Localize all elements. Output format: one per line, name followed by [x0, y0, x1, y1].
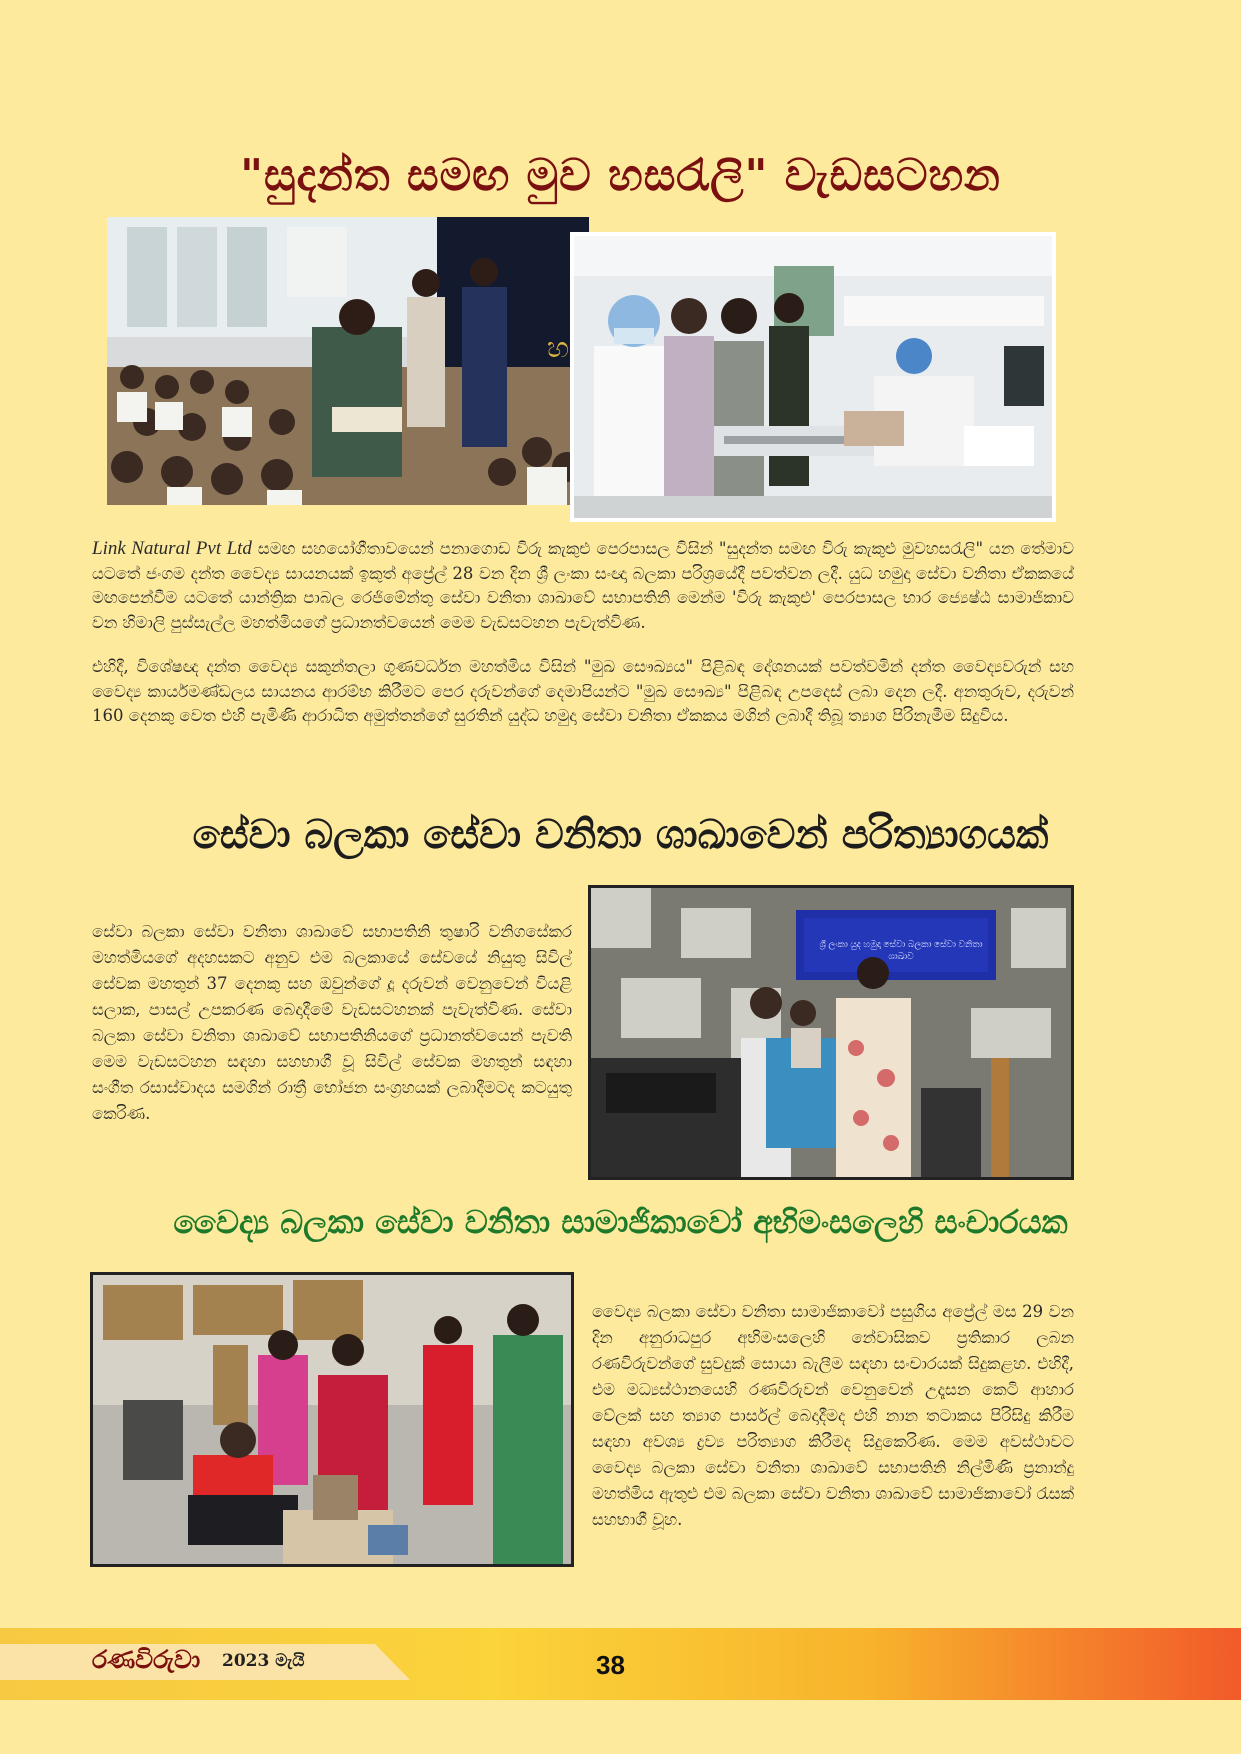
footer-brand-tab: [0, 1644, 410, 1680]
magazine-brand: රණවිරුවා: [92, 1645, 201, 1674]
section3-body: [592, 1299, 1074, 1533]
section2-paragraph-1: සේවා බලකා සේවා වනිතා ශාඛාවේ සභාපතිනි තුෂාරි වනිගසේකර මහත්මියගේ අදහසකට අනුව එම බලකායේ සේවයේ නියුතු සිවිල් සේවක මහතුන් 37 දෙනකු සහ ඔවුන්ගේ දූ දරුවන් වෙනුවෙන් වියළි සලාක, පාසල් උපකරණ බෙදාදීමේ වැඩසටහනක් පැවැත්විණ. සේවා බලකා සේවා වනිතා ශාඛාවේ සභාපතිනියගේ ප්‍රධානත්වයෙන් පැවති මෙම වැඩසටහන සඳහා සහභාගී වූ සිවිල් සේවක මහතුන් සඳහා සංගීත රසාස්වාදය සමගින් රාත්‍රී භෝජන සංග්‍රහයක් ලබාදීමටද කටයුතු කෙරිණ.: [92, 922, 572, 1123]
photo-banner-text: ශ්‍රී ලංකා යුද හමුදා සේවා බලකා සේවා වනිතා ශාඛාව: [819, 939, 983, 961]
section1-paragraph-1: [92, 537, 1074, 635]
svg-text:හ: හ: [547, 331, 570, 364]
photo-preschool-children: [107, 217, 589, 505]
page-number: 38: [596, 1650, 625, 1680]
section2-body: [92, 919, 572, 1127]
section1-paragraph-2: එහිදී, විශේෂඥ දන්ත වෛද්‍ය සකුන්තලා ගුණවර්ධන මහත්මිය විසින් "මුඛ සෞඛ්‍යය" පිළිබඳ දේශනයක් පවත්වමින් දන්ත වෛද්‍යවරුන් සහ වෛද්‍ය කාර්යමණ්ඩලය සායනය ආරම්භ කිරීමට පෙර දරුවන්ගේ දෙමාපියන්ට "මුඛ සෞඛ්‍ය" පිළිබඳ උපදෙස් ලබා දෙන ලදී. අනතුරුව, දරුවන් 160 දෙනකු වෙත එහි පැමිණි ආරාධිත අමුත්තන්ගේ සුරතින් යුද්ධ හමුදා සේවා වනිතා ඒකකය මගින් ලබාදී තිබූ ත්‍යාග පිරිනැමීම සිදුවිය.: [92, 657, 1074, 725]
photo-dental-clinic: [570, 232, 1056, 522]
section3-title: වෛද්‍ය බලකා සේවා වනිතා සාමාජිකාවෝ අභිමංසලෙහි සංචාරයක: [173, 1203, 1068, 1241]
section1-body: [92, 537, 1074, 729]
paragraph-text: සමඟ සහයෝගීතාවයෙන් පනාගොඩ විරු කැකුළු පෙරපාසල විසින් "සුදන්ත සමඟ විරු කැකුළු මුවහසරැලි" යන තේමාව යටතේ ජංගම දන්ත වෛද්‍ය සායනයක් ඉකුත් අප්‍රේල් 28 වන දින ශ්‍රී ලංකා සංඥා බලකා පරිශ්‍රයේදී පවත්වන ලදී. යුධ හමුදා සේවා වනිතා ඒකකයේ මඟපෙන්වීම යටතේ යාන්ත්‍රික පාබල රෙජිමේන්තු සේවා වනිතා ශාඛාවේ සභාපතිනි මෙන්ම 'විරු කැකුළු' පෙරපාසල භාර ජ්‍යෙෂ්ඨ සාමාජිකාව වන හිමාලි පුස්සැල්ල මහත්මියගේ ප්‍රධානත්වයෙන් මෙම වැඩසටහන පැවැත්විණ.: [92, 539, 1074, 632]
section2-title: සේවා බලකා සේවා වනිතා ශාඛාවෙන් පරිත්‍යාගයක්: [192, 812, 1049, 858]
photo-hospital-visit: [90, 1272, 574, 1567]
photo-donation-ceremony: [588, 885, 1074, 1180]
section1-title: "සුදන්ත සමඟ මුව හසරැලි" වැඩසටහන: [240, 150, 1001, 201]
company-name: Link Natural Pvt Ltd: [92, 538, 252, 559]
issue-date: 2023 මැයි: [222, 1651, 305, 1671]
section3-paragraph-1: වෛද්‍ය බලකා සේවා වනිතා සාමාජිකාවෝ පසුගිය අප්‍රේල් මස 29 වන දින අනුරාධපුර අභිමංසලෙහි නේවාසිකව ප්‍රතිකාර ලබන රණවිරුවන්ගේ සුවදුක් සොයා බැලීම සඳහා සංචාරයක් සිදුකළහ. එහිදී, එම මධ්‍යස්ථානයෙහි රණවිරුවන් වෙනුවෙන් උදෑසන කෙටි ආහාර වේලක් සහ ත්‍යාග පාර්සල් බෙදාදීමද එහි නාන තටාකය පිරිසිදු කිරීම සඳහා අවශ්‍ය ද්‍රව්‍ය පරිත්‍යාග කිරීමද සිදුකෙරිණ. මෙම අවස්ථාවට වෛද්‍ය බලකා සේවා වනිතා ශාඛාවේ සභාපතිනි නිල්මිණි ප්‍රනාන්දු මහත්මිය ඇතුළු එම බලකා සේවා වනිතා ශාඛාවේ සාමාජිකාවෝ රැසක් සහභාගී වූහ.: [592, 1302, 1074, 1529]
